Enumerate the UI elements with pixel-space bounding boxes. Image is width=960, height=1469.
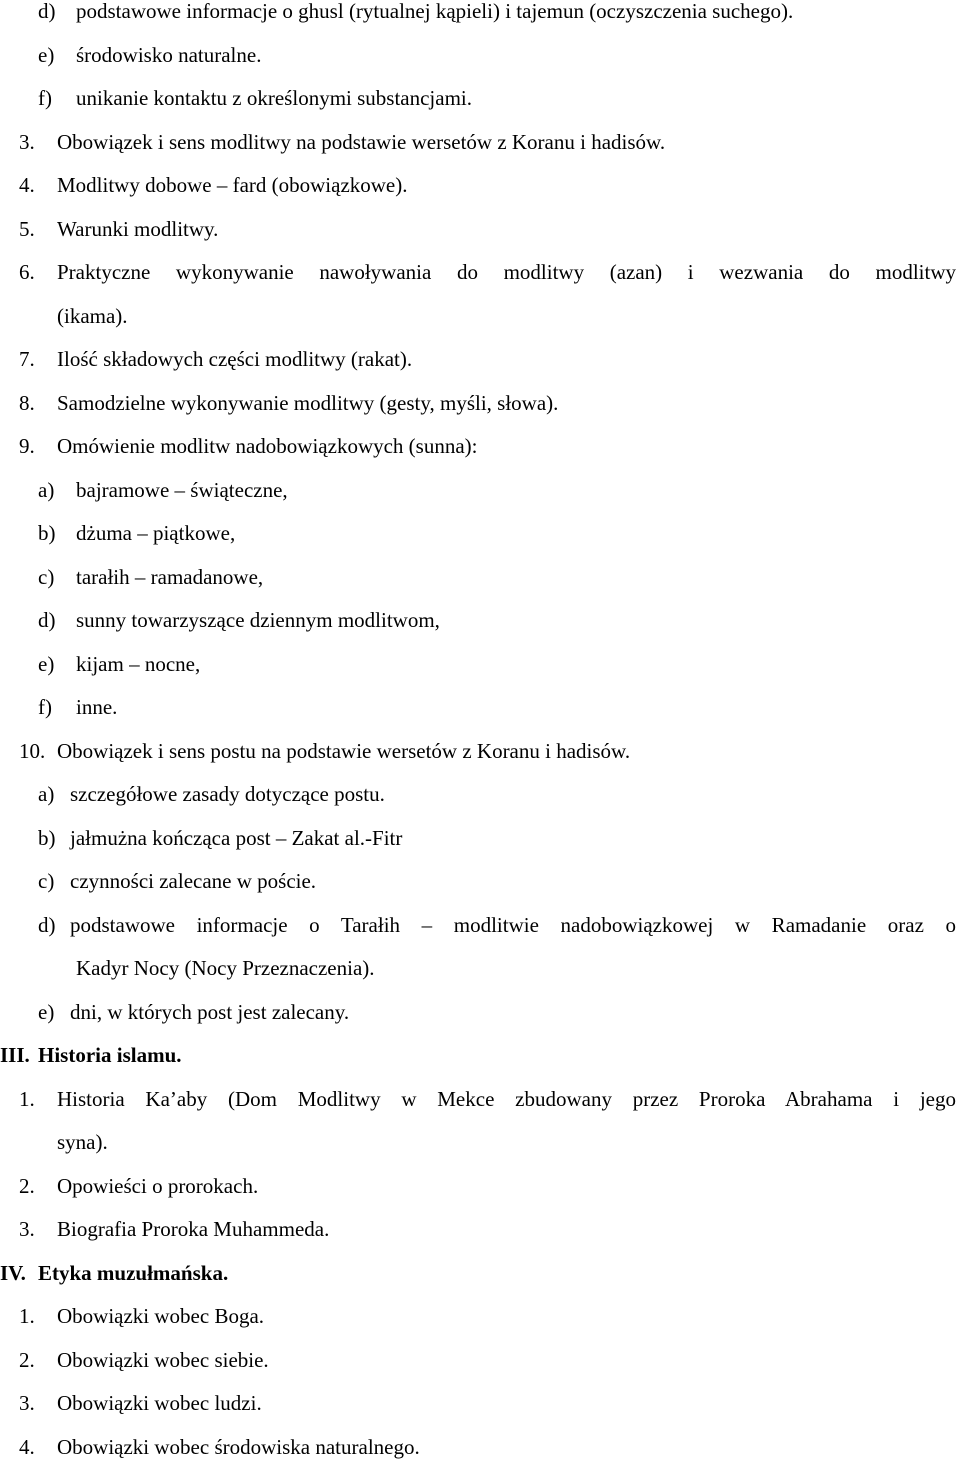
list-marker: 4. [19, 164, 57, 208]
list-text: podstawowe informacje o ghusl (rytualnej kąpieli) i tajemun (oczyszczenia suchego). [76, 0, 793, 23]
list-marker: 9. [19, 425, 57, 469]
list-marker: 8. [19, 382, 57, 426]
list-text: Obowiązki wobec siebie. [57, 1348, 269, 1372]
list-marker: 6. [19, 251, 57, 295]
list-marker: d) [38, 904, 70, 948]
list-text: Opowieści o prorokach. [57, 1174, 258, 1198]
list-item [19, 1382, 262, 1426]
list-item [38, 469, 288, 513]
list-text: Obowiązek i sens postu na podstawie wersetów z Koranu i hadisów. [57, 739, 630, 763]
list-marker: 2. [19, 1165, 57, 1209]
list-text: syna). [57, 1130, 108, 1154]
list-text: Omówienie modlitw nadobowiązkowych (sunna): [57, 434, 478, 458]
list-marker: d) [38, 0, 76, 34]
list-marker: 4. [19, 1426, 57, 1469]
list-marker: b) [38, 512, 76, 556]
list-text: Obowiązki wobec ludzi. [57, 1391, 262, 1415]
list-item [19, 1165, 258, 1209]
list-item-continuation [57, 295, 128, 339]
list-text: środowisko naturalne. [76, 43, 261, 67]
list-item [38, 0, 793, 34]
list-text: Modlitwy dobowe – fard (obowiązkowe). [57, 173, 408, 197]
section-heading [0, 1252, 228, 1296]
list-item [38, 904, 956, 948]
list-item [19, 382, 558, 426]
list-text: unikanie kontaktu z określonymi substancjami. [76, 86, 472, 110]
list-item [38, 643, 200, 687]
list-text: (ikama). [57, 304, 128, 328]
list-text: bajramowe – świąteczne, [76, 478, 288, 502]
list-item [19, 425, 478, 469]
list-marker: f) [38, 686, 76, 730]
list-text: dni, w których post jest zalecany. [70, 1000, 349, 1024]
list-marker: 5. [19, 208, 57, 252]
list-text: Biografia Proroka Muhammeda. [57, 1217, 329, 1241]
list-text: Praktyczne wykonywanie nawoływania do modlitwy (azan) i wezwania do modlitwy [57, 251, 956, 295]
list-item [38, 512, 235, 556]
list-text: Ilość składowych części modlitwy (rakat). [57, 347, 412, 371]
list-marker: f) [38, 77, 76, 121]
list-marker: 3. [19, 1382, 57, 1426]
list-text: jałmużna kończąca post – Zakat al.-Fitr [70, 826, 402, 850]
section-number: III. [0, 1034, 38, 1078]
list-text: szczegółowe zasady dotyczące postu. [70, 782, 385, 806]
section-heading [0, 1034, 182, 1078]
list-item [38, 599, 440, 643]
list-text: Obowiązki wobec Boga. [57, 1304, 264, 1328]
list-marker: c) [38, 556, 76, 600]
list-item [38, 991, 349, 1035]
list-item [38, 556, 263, 600]
list-item [19, 1078, 956, 1122]
list-text: podstawowe informacje o Tarałih – modlitwie nadobowiązkowej w Ramadanie oraz o [70, 904, 956, 948]
list-marker: a) [38, 773, 70, 817]
list-item [19, 1426, 420, 1469]
list-marker: 7. [19, 338, 57, 382]
list-marker: a) [38, 469, 76, 513]
list-item-continuation [76, 947, 375, 991]
list-item-continuation [57, 1121, 108, 1165]
list-marker: e) [38, 34, 76, 78]
list-text: Samodzielne wykonywanie modlitwy (gesty, myśli, słowa). [57, 391, 558, 415]
list-text: Obowiązek i sens modlitwy na podstawie wersetów z Koranu i hadisów. [57, 130, 665, 154]
list-text: Historia Ka’aby (Dom Modlitwy w Mekce zbudowany przez Proroka Abrahama i jego [57, 1078, 956, 1122]
list-item [19, 208, 218, 252]
list-item [19, 121, 665, 165]
list-marker: 1. [19, 1078, 57, 1122]
list-item [19, 338, 412, 382]
list-text: inne. [76, 695, 117, 719]
list-marker: e) [38, 991, 70, 1035]
list-item [38, 77, 472, 121]
list-marker: d) [38, 599, 76, 643]
list-item [38, 34, 261, 78]
section-title: Etyka muzułmańska. [38, 1261, 228, 1285]
list-marker: 2. [19, 1339, 57, 1383]
list-text: Warunki modlitwy. [57, 217, 218, 241]
list-marker: 10. [19, 730, 57, 774]
list-text: czynności zalecane w poście. [70, 869, 316, 893]
list-text: tarałih – ramadanowe, [76, 565, 263, 589]
list-item [38, 773, 385, 817]
list-item [19, 251, 956, 295]
list-text: Obowiązki wobec środowiska naturalnego. [57, 1435, 420, 1459]
list-marker: c) [38, 860, 70, 904]
list-marker: b) [38, 817, 70, 861]
list-item [19, 1295, 264, 1339]
list-item [19, 1208, 329, 1252]
list-item [19, 730, 630, 774]
list-marker: 1. [19, 1295, 57, 1339]
list-marker: e) [38, 643, 76, 687]
section-title: Historia islamu. [38, 1043, 182, 1067]
list-marker: 3. [19, 121, 57, 165]
list-item [19, 1339, 269, 1383]
list-text: Kadyr Nocy (Nocy Przeznaczenia). [76, 956, 375, 980]
list-item [38, 817, 402, 861]
list-item [19, 164, 408, 208]
list-item [38, 860, 316, 904]
list-text: sunny towarzyszące dziennym modlitwom, [76, 608, 440, 632]
list-text: dżuma – piątkowe, [76, 521, 235, 545]
section-number: IV. [0, 1252, 38, 1296]
list-text: kijam – nocne, [76, 652, 200, 676]
list-item [38, 686, 117, 730]
list-marker: 3. [19, 1208, 57, 1252]
